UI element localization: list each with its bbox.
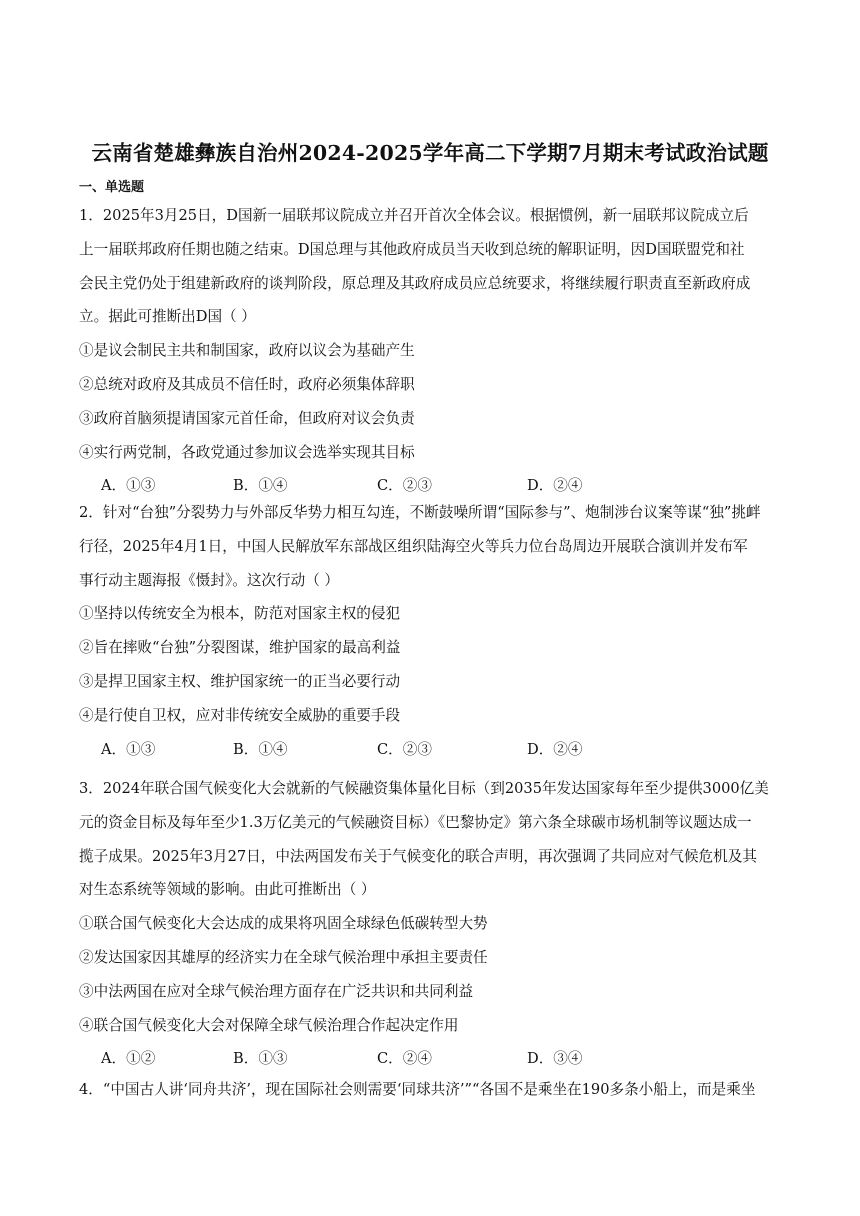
statement-item: ②旨在摔败“台独”分裂图谋，维护国家的最高利益 [79,639,401,657]
question-stem-line: 会民主党仍处于组建新政府的谈判阶段，原总理及其政府成员应总统要求，将继续履行职责直至新政府成 [79,274,751,292]
statement-item: ③中法两国在应对全球气候治理方面存在广泛共识和共同利益 [79,982,474,1000]
statement-item: ①坚持以传统安全为根本，防范对国家主权的侵犯 [79,605,401,623]
section-heading: 一、单选题 [79,180,145,195]
question-stem-line: 对生态系统等领域的影响。由此可推断出（ ） [79,881,376,899]
option-b: B．①③ [233,1050,288,1068]
statement-item: ②总统对政府及其成员不信任时，政府必须集体辞职 [79,375,415,393]
question-stem-line: 3．2024年联合国气候变化大会就新的气候融资集体量化目标（到2035年发达国家每年至少提供3000亿美 [79,780,769,797]
option-a: A．①② [101,1050,156,1068]
statement-item: ②发达国家因其雄厚的经济实力在全球气候治理中承担主要责任 [79,948,488,966]
statement-item: ④联合国气候变化大会对保障全球气候治理合作起决定作用 [79,1016,459,1034]
option-d: D．③④ [527,1050,583,1068]
option-a: A．①③ [101,740,156,758]
question-stem-line: 行径，2025年4月1日，中国人民解放军东部战区组织陆海空火等兵力位台岛周边开展联合演训并发布军 [79,537,748,555]
answer-options [79,733,781,767]
answer-options [79,1042,781,1076]
option-b: B．①④ [233,740,288,758]
statement-item: ④实行两党制，各政党通过参加议会选举实现其目标 [79,443,415,461]
page-title: 云南省楚雄彝族自治州2024-2025学年高二下学期7月期末考试政治试题 [91,141,769,165]
question-4 [79,1073,781,1107]
option-d: D．②④ [527,740,583,758]
statement-item: ①是议会制民主共和制国家，政府以议会为基础产生 [79,342,415,360]
question-stem-line: 元的资金目标及每年至少1.3万亿美元的气候融资目标）《巴黎协定》第六条全球碳市场机制等议题达成一 [79,813,752,831]
question-stem-line: 1．2025年3月25日，D国新一届联邦议院成立并召开首次全体会议。根据惯例，新一届联邦议院成立后 [79,207,749,224]
question-stem-line: 事行动主题海报《慑封》。这次行动（ ） [79,571,340,589]
question-stem-line: 立。据此可推断出D国（ ） [79,308,256,326]
statement-item: ①联合国气候变化大会达成的成果将巩固全球绿色低碳转型大势 [79,915,488,933]
question-stem-line: 揽子成果。2025年3月27日，中法两国发布关于气候变化的联合声明，再次强调了共同应对气候危机及其 [79,847,757,865]
statement-item: ③政府首脑须提请国家元首任命，但政府对议会负责 [79,409,415,427]
option-c: C．②③ [377,477,432,495]
option-d: D．②④ [527,477,583,495]
question-stem-line: 4．“中国古人讲‘同舟共济’，现在国际社会则需要‘同球共济’”“各国不是乘坐在190多条小船上，而是乘坐 [79,1081,756,1098]
question-3 [79,772,781,1076]
option-c: C．②③ [377,740,432,758]
option-a: A．①③ [101,477,156,495]
question-stem-line: 上一届联邦政府任期也随之结束。D国总理与其他政府成员当天收到总统的解职证明，因D国联盟党和社 [79,240,745,258]
option-c: C．②④ [377,1050,432,1068]
statement-item: ③是捍卫国家主权、维护国家统一的正当必要行动 [79,672,401,690]
option-b: B．①④ [233,477,288,495]
statement-item: ④是行使自卫权，应对非传统安全威胁的重要手段 [79,706,401,724]
question-1 [79,199,781,503]
question-stem-line: 2．针对“台独”分裂势力与外部反华势力相互勾连，不断鼓噪所谓“国际参与”、炮制涉台议案等谋“独”挑衅 [79,504,761,521]
question-2 [79,496,781,766]
